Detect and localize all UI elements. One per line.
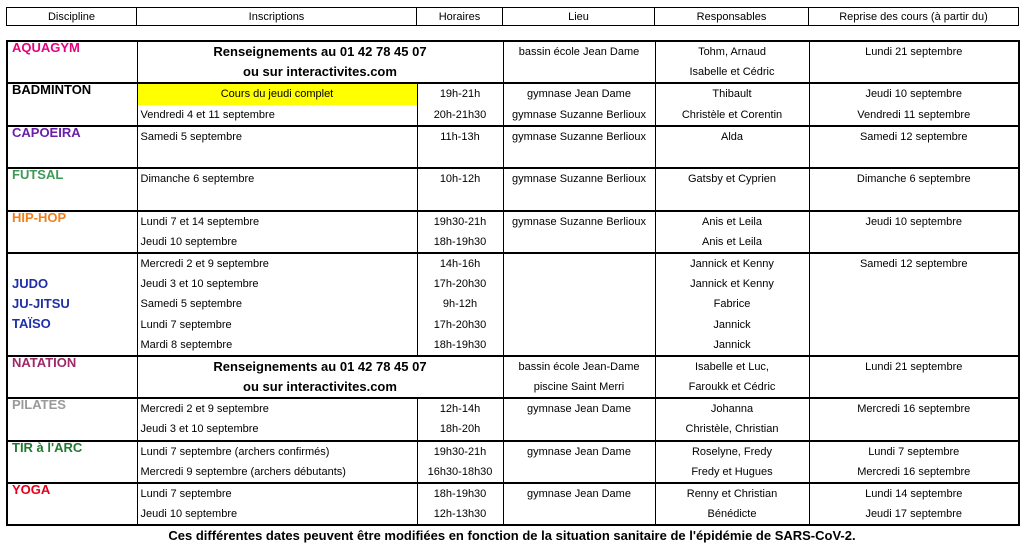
header-table [6,7,1019,26]
yoga-resp-2: Bénédicte [655,504,809,525]
futsal-reprise: Dimanche 6 septembre [809,168,1019,189]
discipline-hiphop: HIP-HOP [7,211,137,253]
natation-info-web: ou sur interactivites.com [137,377,503,398]
row-futsal-2 [7,189,1019,210]
aquagym-info-web: ou sur interactivites.com [137,62,503,83]
row-capoeira-1 [7,126,1019,147]
hiphop-resp-2: Anis et Leila [655,232,809,253]
tir-inscription-1: Lundi 7 septembre (archers confirmés) [137,441,417,462]
tir-lieu: gymnase Jean Dame [503,441,655,462]
yoga-horaire-2: 12h-13h30 [417,504,503,525]
row-yoga-2 [7,504,1019,525]
header-discipline: Discipline [7,8,137,26]
futsal-inscription: Dimanche 6 septembre [137,168,417,189]
badminton-lieu-2: gymnase Suzanne Berlioux [503,105,655,126]
hiphop-lieu: gymnase Suzanne Berlioux [503,211,655,232]
capoeira-inscription: Samedi 5 septembre [137,126,417,147]
row-yoga-1 [7,483,1019,504]
discipline-pilates: PILATES [7,398,137,440]
pilates-reprise: Mercredi 16 septembre [809,398,1019,419]
pilates-resp-1: Johanna [655,398,809,419]
hiphop-reprise: Jeudi 10 septembre [809,211,1019,232]
futsal-horaire: 10h-12h [417,168,503,189]
badminton-reprise-1: Jeudi 10 septembre [809,83,1019,104]
natation-lieu-2: piscine Saint Merri [503,377,655,398]
judo-resp-2: Jannick et Kenny [655,274,809,294]
row-natation-1 [7,356,1019,377]
aquagym-resp-2: Isabelle et Cédric [655,62,809,83]
badminton-resp-2: Christèle et Corentin [655,105,809,126]
discipline-taiso: TAÏSO [12,316,51,332]
judo-resp-5: Jannick [655,335,809,356]
yoga-horaire-1: 18h-19h30 [417,483,503,504]
pilates-horaire-2: 18h-20h [417,419,503,440]
hiphop-resp-1: Anis et Leila [655,211,809,232]
header-horaires: Horaires [417,8,503,26]
judo-resp-4: Jannick [655,314,809,334]
badminton-inscription-2: Vendredi 4 et 11 septembre [137,105,417,126]
aquagym-lieu: bassin école Jean Dame [503,41,655,62]
badminton-reprise-2: Vendredi 11 septembre [809,105,1019,126]
discipline-capoeira: CAPOEIRA [7,126,137,168]
row-tir-1 [7,441,1019,462]
row-judo-3 [7,294,1019,314]
header-reprise: Reprise des cours (à partir du) [809,8,1019,26]
yoga-inscription-1: Lundi 7 septembre [137,483,417,504]
capoeira-resp: Alda [655,126,809,147]
row-badminton-2 [7,105,1019,126]
row-aquagym-2 [7,62,1019,83]
aquagym-resp-1: Tohm, Arnaud [655,41,809,62]
header-responsables: Responsables [655,8,809,26]
futsal-resp: Gatsby et Cyprien [655,168,809,189]
aquagym-info-phone: Renseignements au 01 42 78 45 07 [137,41,503,62]
natation-resp-1: Isabelle et Luc, [655,356,809,377]
header-inscriptions: Inscriptions [137,8,417,26]
badminton-horaire-1: 19h-21h [417,83,503,104]
row-judo-5 [7,335,1019,356]
tir-reprise-1: Lundi 7 septembre [809,441,1019,462]
judo-horaire-2: 17h-20h30 [417,274,503,294]
yoga-inscription-2: Jeudi 10 septembre [137,504,417,525]
tir-reprise-2: Mercredi 16 septembre [809,462,1019,483]
row-hiphop-1 [7,211,1019,232]
judo-inscription-5: Mardi 8 septembre [137,335,417,356]
discipline-yoga: YOGA [7,483,137,525]
hiphop-horaire-2: 18h-19h30 [417,232,503,253]
hiphop-inscription-2: Jeudi 10 septembre [137,232,417,253]
row-pilates-1 [7,398,1019,419]
badminton-highlight-complet: Cours du jeudi complet [137,83,417,104]
pilates-resp-2: Christèle, Christian [655,419,809,440]
tir-horaire-2: 16h30-18h30 [417,462,503,483]
tir-resp-2: Fredy et Hugues [655,462,809,483]
natation-reprise: Lundi 21 septembre [809,356,1019,377]
capoeira-lieu: gymnase Suzanne Berlioux [503,126,655,147]
row-judo-4 [7,314,1019,334]
schedule-table [6,40,1020,526]
futsal-lieu: gymnase Suzanne Berlioux [503,168,655,189]
discipline-jujitsu: JU-JITSU [12,296,70,312]
discipline-aquagym: AQUAGYM [7,41,137,83]
discipline-judo: JUDO [12,275,49,291]
row-judo-1 [7,253,1019,274]
judo-inscription-3: Samedi 5 septembre [137,294,417,314]
pilates-inscription-2: Jeudi 3 et 10 septembre [137,419,417,440]
tir-resp-1: Roselyne, Fredy [655,441,809,462]
header-lieu: Lieu [503,8,655,26]
row-aquagym-1 [7,41,1019,62]
judo-inscription-2: Jeudi 3 et 10 septembre [137,274,417,294]
discipline-futsal: FUTSAL [7,168,137,210]
row-pilates-2 [7,419,1019,440]
capoeira-horaire: 11h-13h [417,126,503,147]
row-badminton-1 [7,83,1019,104]
badminton-resp-1: Thibault [655,83,809,104]
discipline-tir-arc: TIR à l'ARC [7,441,137,483]
header-row [7,8,1019,26]
sanitary-notice: Ces différentes dates peuvent être modifiées en fonction de la situation sanitaire de l'épidémie de SARS-CoV-2. [168,528,856,543]
pilates-horaire-1: 12h-14h [417,398,503,419]
judo-inscription-4: Lundi 7 septembre [137,314,417,334]
pilates-lieu: gymnase Jean Dame [503,398,655,419]
yoga-reprise-2: Jeudi 17 septembre [809,504,1019,525]
capoeira-reprise: Samedi 12 septembre [809,126,1019,147]
judo-resp-1: Jannick et Kenny [655,253,809,274]
row-capoeira-2 [7,147,1019,168]
judo-inscription-1: Mercredi 2 et 9 septembre [137,253,417,274]
judo-horaire-5: 18h-19h30 [417,335,503,356]
badminton-horaire-2: 20h-21h30 [417,105,503,126]
discipline-badminton: BADMINTON [7,83,137,125]
pilates-inscription-1: Mercredi 2 et 9 septembre [137,398,417,419]
row-hiphop-2 [7,232,1019,253]
judo-horaire-4: 17h-20h30 [417,314,503,334]
yoga-reprise-1: Lundi 14 septembre [809,483,1019,504]
yoga-lieu: gymnase Jean Dame [503,483,655,504]
row-natation-2 [7,377,1019,398]
hiphop-inscription-1: Lundi 7 et 14 septembre [137,211,417,232]
discipline-natation: NATATION [7,356,137,398]
judo-horaire-3: 9h-12h [417,294,503,314]
hiphop-horaire-1: 19h30-21h [417,211,503,232]
natation-lieu-1: bassin école Jean-Dame [503,356,655,377]
tir-inscription-2: Mercredi 9 septembre (archers débutants) [137,462,417,483]
row-tir-2 [7,462,1019,483]
aquagym-reprise: Lundi 21 septembre [809,41,1019,62]
natation-info-phone: Renseignements au 01 42 78 45 07 [137,356,503,377]
judo-resp-3: Fabrice [655,294,809,314]
row-judo-2 [7,274,1019,294]
judo-horaire-1: 14h-16h [417,253,503,274]
badminton-lieu-1: gymnase Jean Dame [503,83,655,104]
discipline-judo-group [7,253,137,356]
row-futsal-1 [7,168,1019,189]
natation-resp-2: Faroukk et Cédric [655,377,809,398]
tir-horaire-1: 19h30-21h [417,441,503,462]
judo-reprise: Samedi 12 septembre [809,253,1019,274]
yoga-resp-1: Renny et Christian [655,483,809,504]
